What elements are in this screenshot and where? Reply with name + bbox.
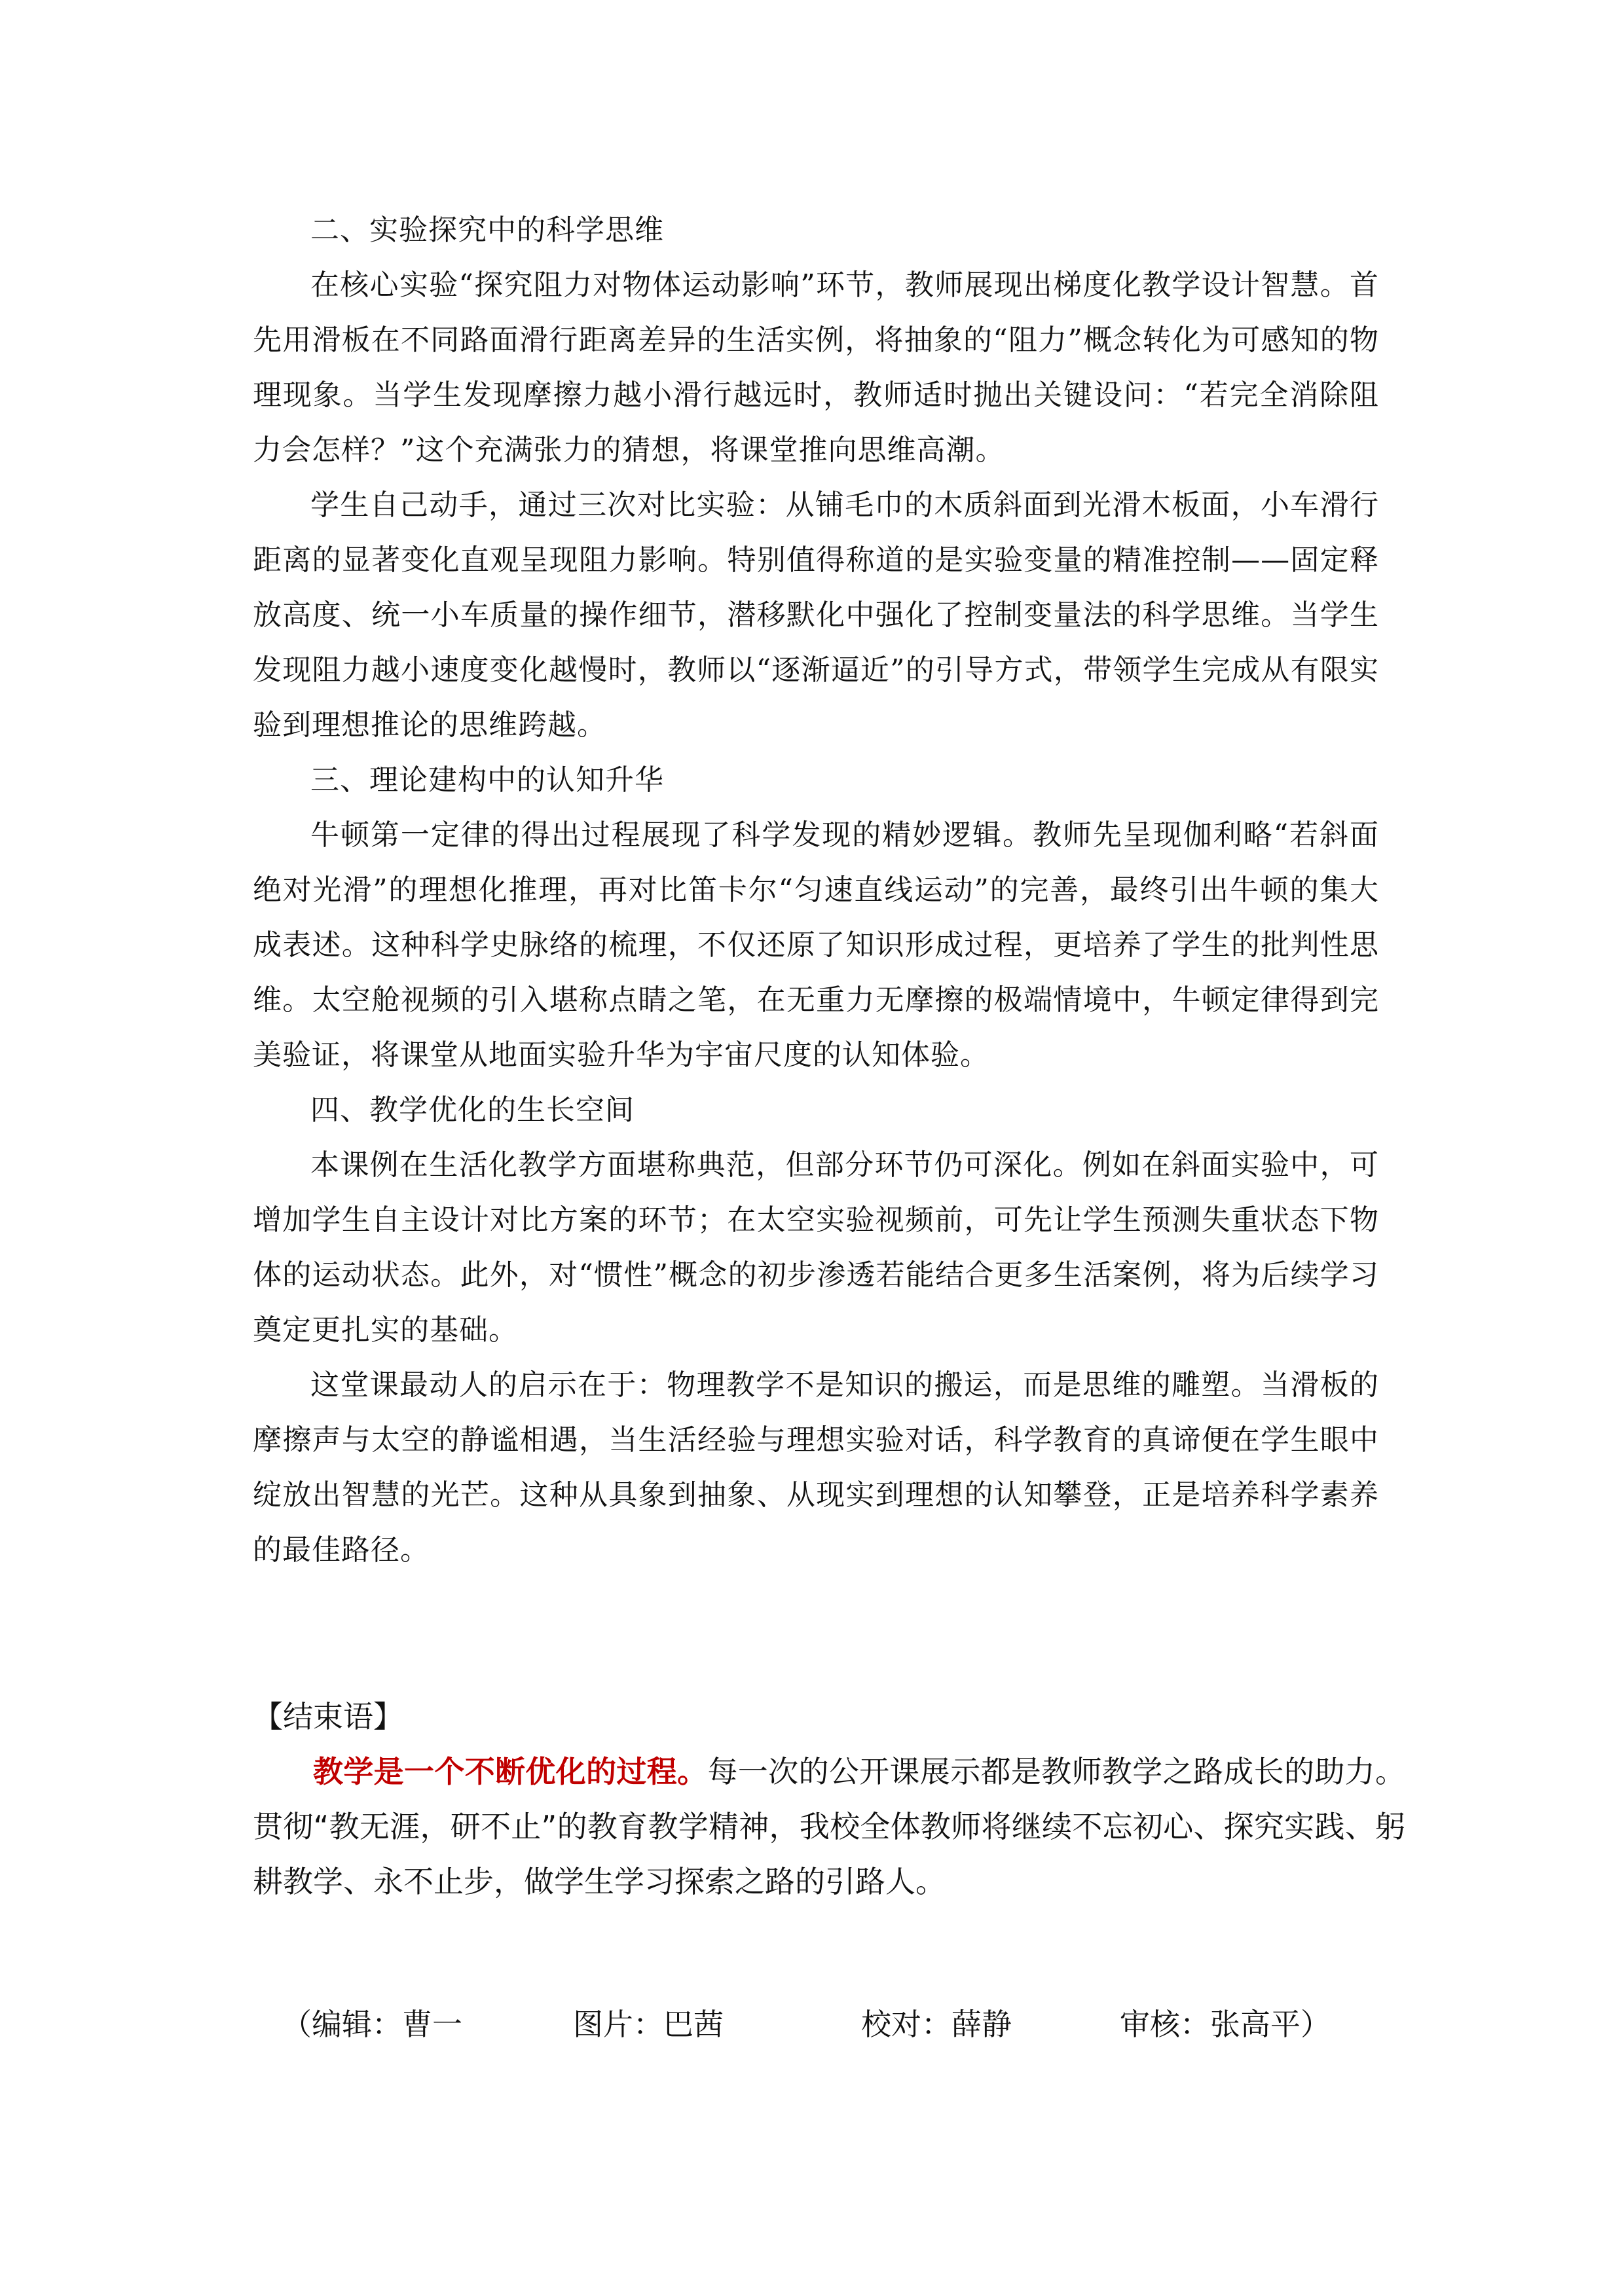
closing-emphasis: 教学是一个不断优化的过程。: [313, 1754, 708, 1789]
credit-editor: （编辑：曹一: [282, 2007, 462, 2042]
section-heading-theory: 三、理论建构中的认知升华: [310, 763, 664, 797]
article-body: [253, 203, 1379, 1578]
credit-review: 审核：张高平）: [1120, 2007, 1331, 2042]
closing-paragraph: [253, 1744, 1405, 1909]
closing-section: [253, 1689, 1405, 1909]
closing-text: 每一次的公开课展示都是教师教学之路成长的助力。贯彻“教无涯，研不止”的教育教学精神，我校全体教师将继续不忘初心、探究实践、躬耕教学、永不止步，做学生学习探索之路的引路人。: [253, 1754, 1406, 1899]
credit-proofread: 校对：薛静: [861, 2007, 1012, 2042]
credit-photo: 图片：巴茜: [573, 2007, 724, 2042]
credits-line: [282, 1997, 1395, 2052]
paragraph: 牛顿第一定律的得出过程展现了科学发现的精妙逻辑。教师先呈现伽利略“若斜面绝对光滑”的理想化推理，再对比笛卡尔“匀速直线运动”的完善，最终引出牛顿的集大成表述。这种科学史脉络的梳理，不仅还原了知识形成过程，更培养了学生的批判性思维。太空舱视频的引入堪称点睛之笔，在无重力无摩擦的极端情境中，牛顿定律得到完美验证，将课堂从地面实验升华为宇宙尺度的认知体验。: [253, 818, 1379, 1072]
closing-title: 【结束语】: [253, 1699, 403, 1734]
paragraph: 本课例在生活化教学方面堪称典范，但部分环节仍可深化。例如在斜面实验中，可增加学生自主设计对比方案的环节；在太空实验视频前，可先让学生预测失重状态下物体的运动状态。此外，对“惯性”概念的初步渗透若能结合更多生活案例，将为后续学习奠定更扎实的基础。: [253, 1148, 1379, 1347]
section-heading-experiment: 二、实验探究中的科学思维: [310, 213, 664, 247]
paragraph: 在核心实验“探究阻力对物体运动影响”环节，教师展现出梯度化教学设计智慧。首先用滑板在不同路面滑行距离差异的生活实例，将抽象的“阻力”概念转化为可感知的物理现象。当学生发现摩擦力越小滑行越远时，教师适时抛出关键设问：“若完全消除阻力会怎样？”这个充满张力的猜想，将课堂推向思维高潮。: [253, 268, 1379, 467]
paragraph: 学生自己动手，通过三次对比实验：从铺毛巾的木质斜面到光滑木板面，小车滑行距离的显著变化直观呈现阻力影响。特别值得称道的是实验变量的精准控制——固定释放高度、统一小车质量的操作细节，潜移默化中强化了控制变量法的科学思维。当学生发现阻力越小速度变化越慢时，教师以“逐渐逼近”的引导方式，带领学生完成从有限实验到理想推论的思维跨越。: [253, 488, 1379, 742]
section-heading-optimization: 四、教学优化的生长空间: [310, 1093, 635, 1127]
paragraph: 这堂课最动人的启示在于：物理教学不是知识的搬运，而是思维的雕塑。当滑板的摩擦声与太空的静谧相遇，当生活经验与理想实验对话，科学教育的真谛便在学生眼中绽放出智慧的光芒。这种从具象到抽象、从现实到理想的认知攀登，正是培养科学素养的最佳路径。: [253, 1368, 1379, 1567]
